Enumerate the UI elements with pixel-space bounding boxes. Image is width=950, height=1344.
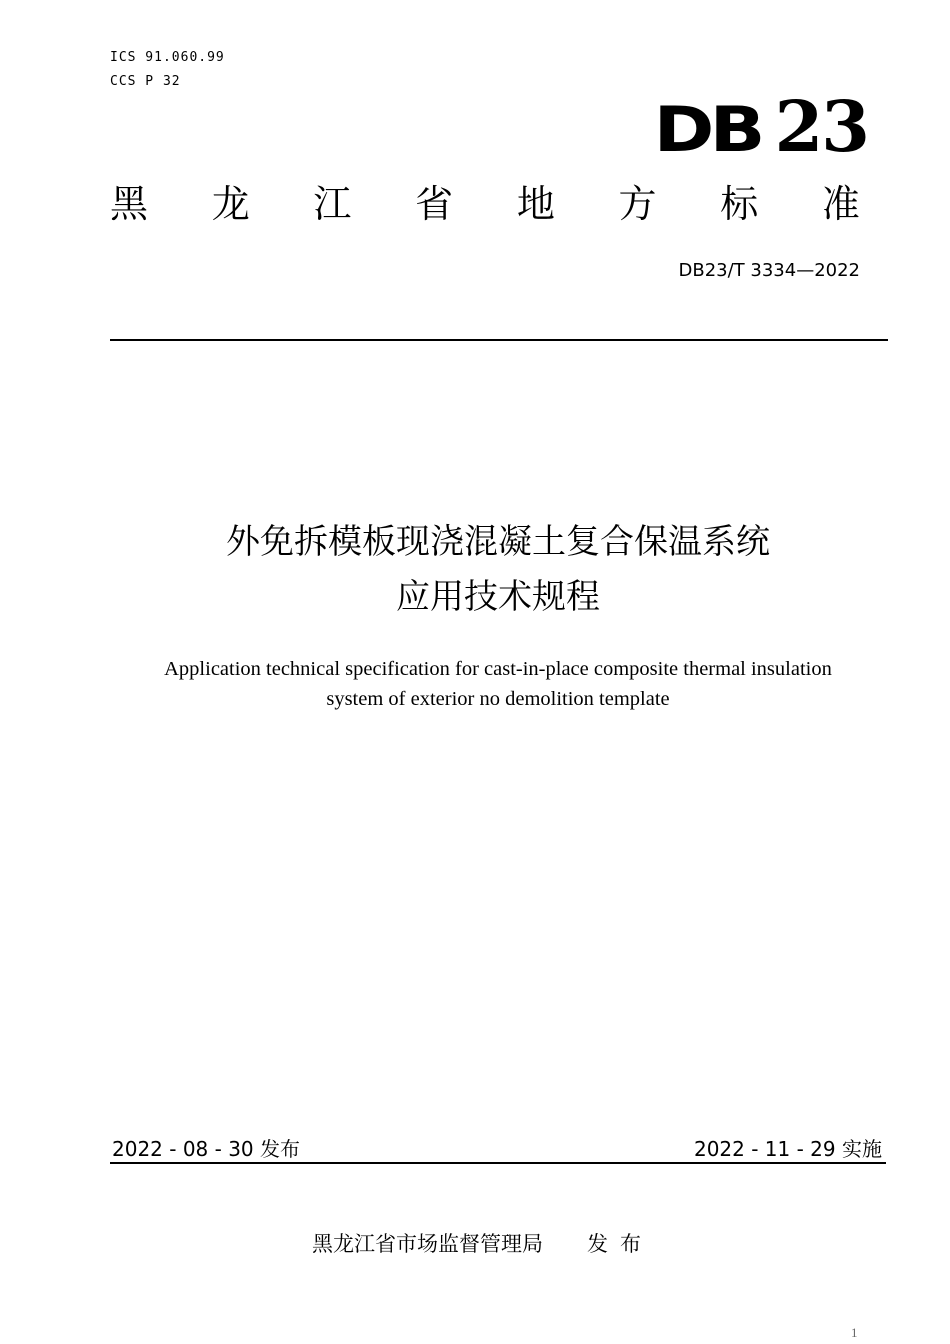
issuer-line <box>312 1228 653 1258</box>
standard-type-char: 龙 <box>211 182 250 226</box>
standard-type-char: 省 <box>415 182 454 226</box>
logo-letters: DB <box>653 93 761 166</box>
english-title-line-1: Application technical specification for cast-in-place composite thermal insulation <box>164 658 832 680</box>
issuer-name: 黑龙江省市场监督管理局 <box>312 1232 543 1256</box>
issuer-action: 发布 <box>587 1232 653 1256</box>
english-title-line-2: system of exterior no demolition template <box>326 688 670 710</box>
db23-logo <box>653 85 868 168</box>
standard-type-heading <box>110 180 860 228</box>
header-divider <box>110 339 888 341</box>
ccs-code: CCS P 32 <box>110 74 181 89</box>
page-number: 1 <box>851 1325 858 1340</box>
standard-type-char: 方 <box>618 182 657 226</box>
standard-type-char: 江 <box>313 182 352 226</box>
standard-type-char: 地 <box>516 182 555 226</box>
standard-type-char: 准 <box>821 182 860 226</box>
standard-type-char: 黑 <box>110 182 149 226</box>
chinese-title-line-2: 应用技术规程 <box>396 577 600 617</box>
standard-type-char: 标 <box>720 182 759 226</box>
footer-divider <box>110 1162 886 1164</box>
standard-number: DB23/T 3334—2022 <box>678 260 860 281</box>
ics-code: ICS 91.060.99 <box>110 50 225 65</box>
logo-digits: 23 <box>774 85 868 168</box>
implementation-date: 2022 - 11 - 29 实施 <box>693 1137 882 1161</box>
issue-date: 2022 - 08 - 30 发布 <box>112 1137 301 1161</box>
chinese-title-line-1: 外免拆模板现浇混凝土复合保温系统 <box>226 522 770 562</box>
